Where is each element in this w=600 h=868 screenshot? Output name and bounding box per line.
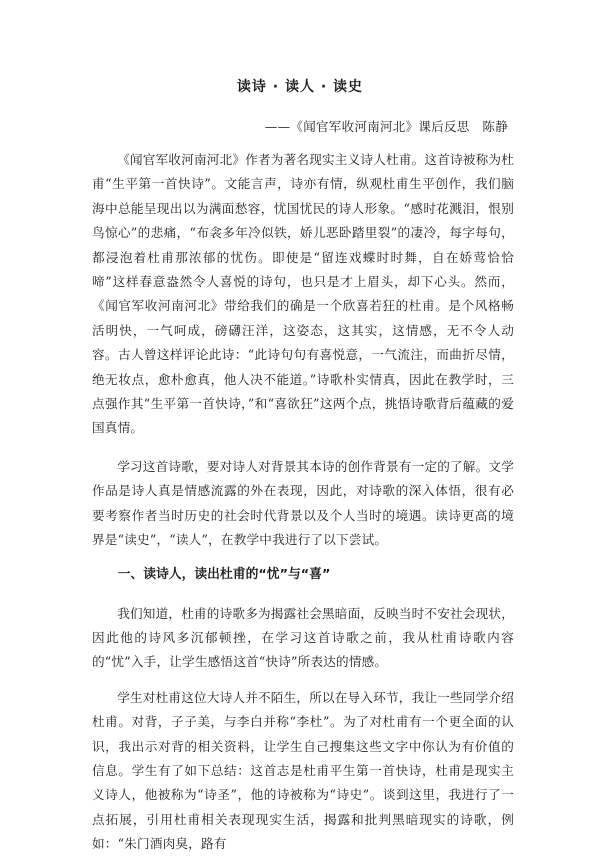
paragraph-background: 学习这首诗歌，要对诗人对背景其本诗的创作背景有一定的了解。文学作品是诗人真是情感流露的外在表现，因此，对诗歌的深入体悟，很有必要考察作者当时历史的社会时代背景以及个人当时的境遇。读诗更高的境界是“读史”，“读人”，在教学中我进行了以下尝试。 xyxy=(92,458,514,548)
document-title: 读诗 · 读人 · 读史 xyxy=(236,79,364,95)
paragraph-du-fu-worry: 我们知道，杜甫的诗歌多为揭露社会黑暗面，反映当时不安社会现状，因此他的诗风多沉郁顿挫，在学习这首诗歌之前，我从杜甫诗歌内容的“忧”入手，让学生感悟这首“快诗”所表达的情感。 xyxy=(92,605,514,670)
document-body xyxy=(92,148,514,868)
paragraph-intro: 《闻官军收河南河北》作者为著名现实主义诗人杜甫。这首诗被称为杜甫“生平第一首快诗”。文能言声，诗亦有情，纵观杜甫生平创作，我们脑海中总能呈现出以为满面愁容，忧国忧民的诗人形象。“感时花溅泪，恨别鸟惊心”的悲痛，“布衾多年冷似铁，娇儿恶卧踏里裂”的凄冷，每字每句，都浸泡着杜甫那浓郁的忧伤。即使是“留连戏蝶时时舞，自在娇莺恰恰啼”这样春意盎然令人喜悦的诗句，也只是才上眉头，却下心头。然而，《闻官军收河南河北》带给我们的确是一个欣喜若狂的杜甫。是个风格畅活明快，一气呵成，磅礴汪洋，这姿态，这其实，这情感，无不令人动容。古人曾这样评论此诗：“此诗句句有喜悦意，一气流注，而曲折尽情，绝无妆点，愈朴愈真，他人决不能道。”诗歌朴实情真，因此在教学时，三点强作其“生平第一首快诗，”和“喜欲狂”这两个点，挑悟诗歌背后蕴藏的爱国真情。 xyxy=(92,152,514,436)
document-subtitle: ——《闻官军收河南河北》课后反思 陈静 xyxy=(264,119,508,134)
section-heading: 一、读诗人，读出杜甫的“忧”与“喜” xyxy=(117,566,331,582)
paragraph-du-fu-intro: 学生对杜甫这位大诗人并不陌生，所以在导入环节，我让一些同学介绍杜甫。对背，子子美，与李白并称“李杜”。为了对杜甫有一个更全面的认识，我出示对背的相关资料，让学生自己搜集这些文字中你认为有价值的信息。学生有了如下总结：这首志是杜甫平生第一首快诗，杜甫是现实主义诗人，他被称为“诗圣”，他的诗被称为“诗史”。谈到这里，我进行了一点拓展，引用杜甫相关表现现实生活，揭露和批判黑暗现实的诗歌，例如：“朱门酒肉臭，路有 xyxy=(92,689,514,852)
